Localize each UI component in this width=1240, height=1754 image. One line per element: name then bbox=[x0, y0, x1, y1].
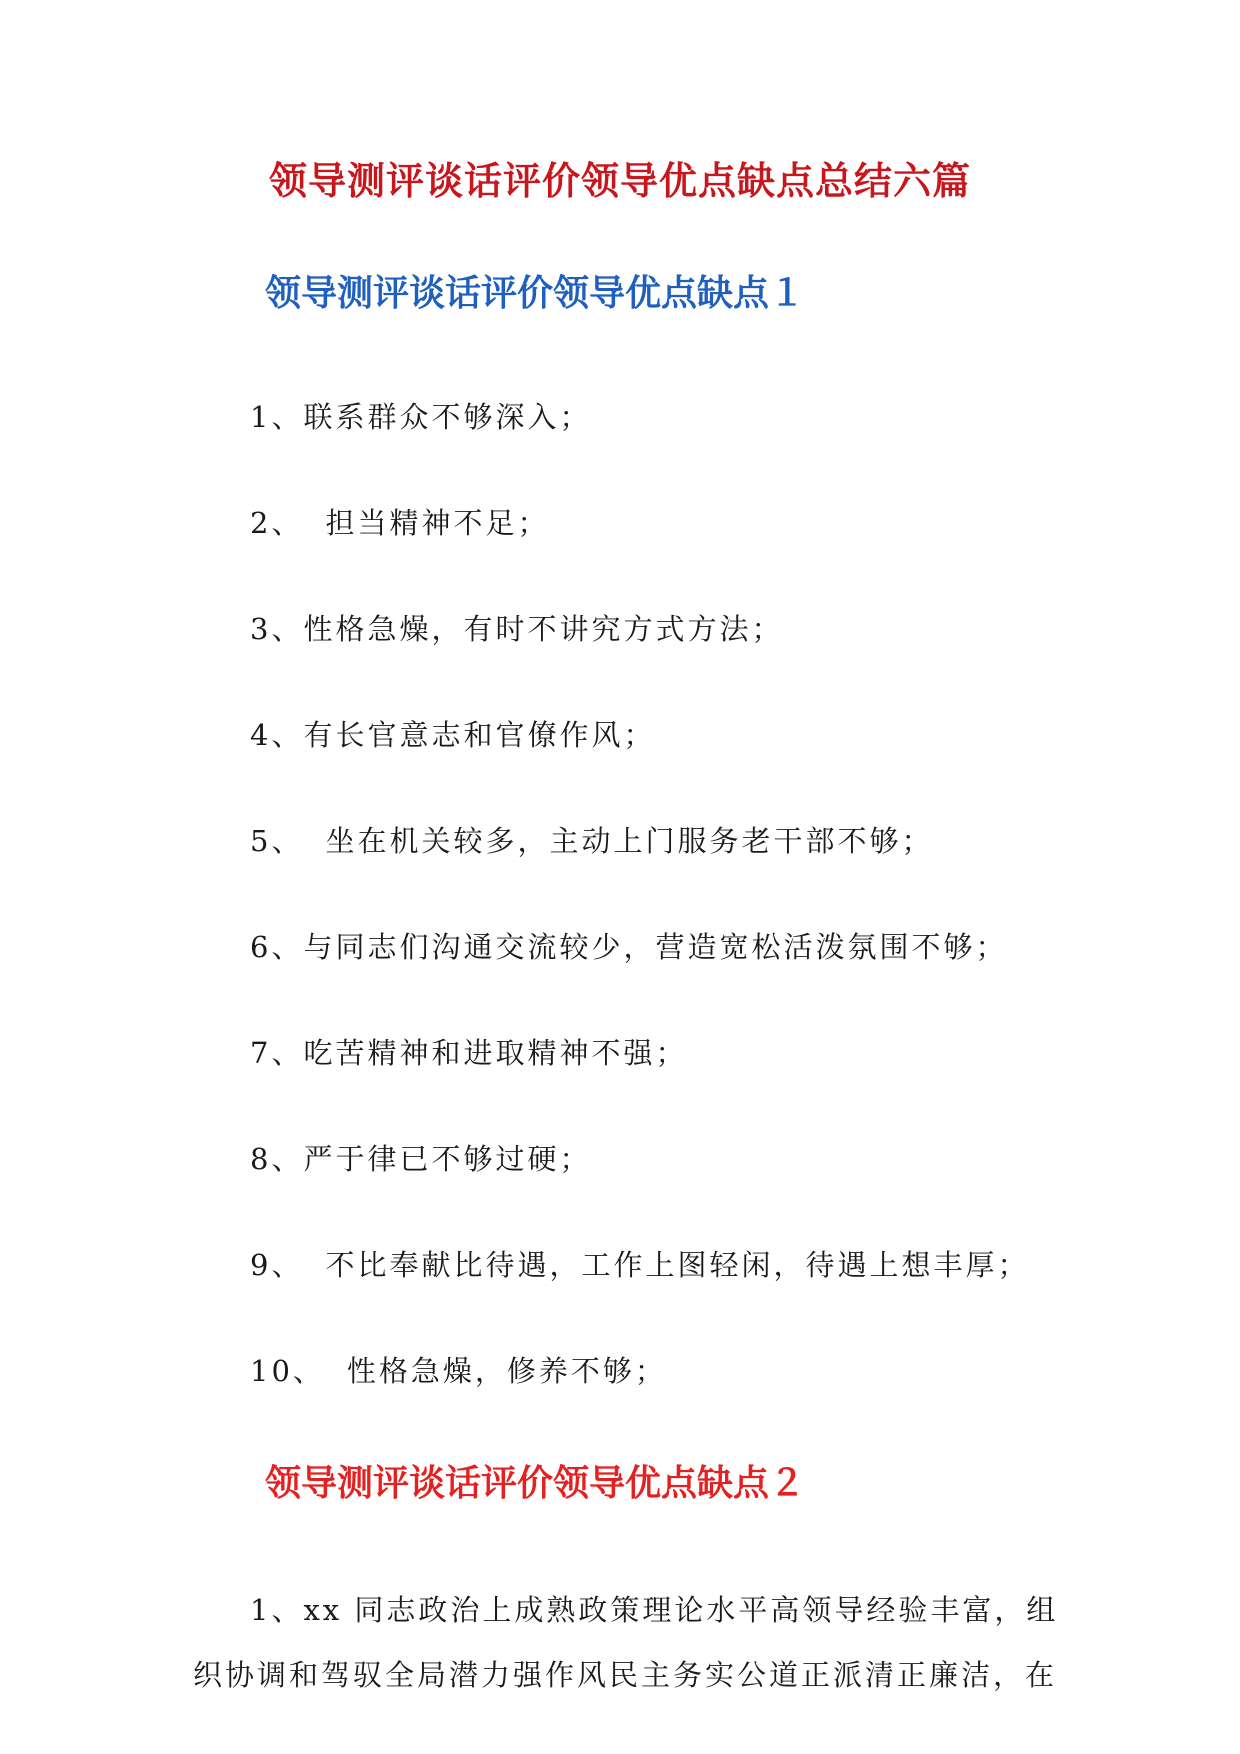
section-2-paragraph: 1、xx 同志政治上成熟政策理论水平高领导经验丰富，组 织协调和驾驭全局潜力强作风民主务实公道正派清正廉洁，在 bbox=[193, 1593, 1059, 1692]
list-item-text: 与同志们沟通交流较少，营造宽松活泼氛围不够； bbox=[303, 930, 1008, 964]
list-item-number: 2、 bbox=[250, 506, 304, 540]
list-item-number: 8、 bbox=[250, 1142, 304, 1176]
list-item-number: 5、 bbox=[250, 824, 304, 858]
list-item-text: 性格急燥，有时不讲究方式方法； bbox=[303, 612, 784, 646]
list-item-1 bbox=[250, 395, 591, 436]
list-item-7 bbox=[250, 1031, 687, 1072]
list-item-4 bbox=[250, 713, 655, 754]
section-1-title: 领导测评谈话评价领导优点缺点１ bbox=[265, 272, 806, 314]
list-item-6 bbox=[250, 925, 1007, 966]
list-item-number: 10、 bbox=[250, 1354, 325, 1388]
list-item-number: 7、 bbox=[250, 1036, 304, 1070]
list-item-8 bbox=[250, 1137, 591, 1178]
list-item-number: 9、 bbox=[250, 1248, 304, 1282]
list-item-text: 担当精神不足； bbox=[325, 506, 550, 540]
list-item-5 bbox=[250, 819, 933, 860]
list-item-9 bbox=[250, 1243, 1029, 1284]
list-item-text: 联系群众不够深入； bbox=[303, 400, 592, 434]
list-item-text: 严于律已不够过硬； bbox=[303, 1142, 592, 1176]
list-item-number: 6、 bbox=[250, 930, 304, 964]
list-item-number: 3、 bbox=[250, 612, 304, 646]
list-item-10 bbox=[250, 1349, 667, 1390]
list-item-2 bbox=[250, 501, 549, 542]
list-item-number: 4、 bbox=[250, 718, 304, 752]
list-item-text: 有长官意志和官僚作风； bbox=[303, 718, 656, 752]
list-item-number: 1、 bbox=[250, 400, 304, 434]
section-2-title: 领导测评谈话评价领导优点缺点２ bbox=[265, 1462, 806, 1504]
document-title: 领导测评谈话评价领导优点缺点总结六篇 bbox=[268, 158, 971, 203]
list-item-text: 不比奉献比待遇，工作上图轻闲，待遇上想丰厚； bbox=[325, 1248, 1030, 1282]
list-item-3 bbox=[250, 607, 783, 648]
list-item-text: 坐在机关较多，主动上门服务老干部不够； bbox=[325, 824, 934, 858]
list-item-text: 性格急燥，修养不够； bbox=[346, 1354, 667, 1388]
list-item-text: 吃苦精神和进取精神不强； bbox=[303, 1036, 688, 1070]
